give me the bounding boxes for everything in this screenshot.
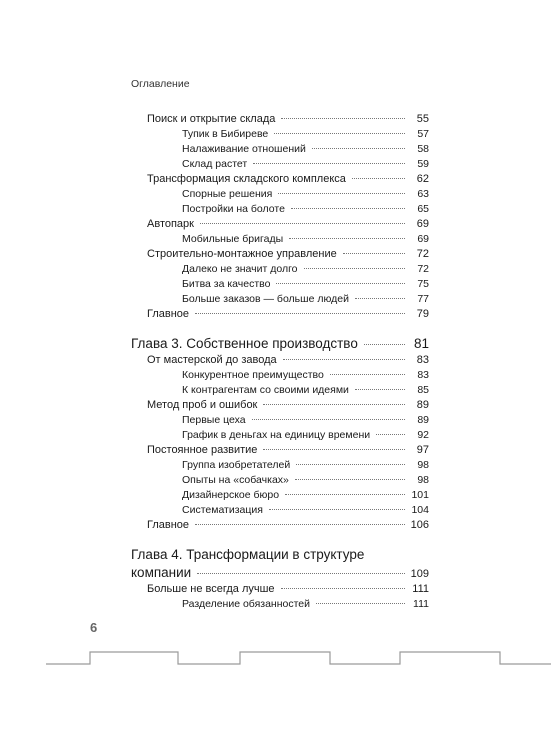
dot-leader <box>263 449 405 450</box>
toc-entry <box>131 398 429 413</box>
toc-entry <box>131 368 429 383</box>
toc-entry-title: Поиск и открытие склада <box>147 113 276 125</box>
toc-entry-title: Опыты на «собачках» <box>182 474 289 486</box>
dot-leader <box>291 208 405 209</box>
toc-entry-title: Строительно-монтажное управление <box>147 248 337 260</box>
dot-leader <box>197 573 404 574</box>
toc-entry-page: 98 <box>417 474 429 486</box>
toc-entry <box>131 582 429 597</box>
toc-entry <box>131 187 429 202</box>
toc-entry-page: 69 <box>416 218 429 230</box>
toc-entry-title: Склад растет <box>182 158 248 170</box>
toc-chapter-title-cont <box>131 564 429 582</box>
toc-entry <box>131 202 429 217</box>
dot-leader <box>252 419 405 420</box>
dot-leader <box>289 238 405 239</box>
dot-leader <box>195 524 405 525</box>
toc-entry <box>131 232 429 247</box>
toc-entry-page: 83 <box>416 354 429 366</box>
toc-entry <box>131 172 429 187</box>
dot-leader <box>343 253 405 254</box>
toc-entry-page: 106 <box>410 519 429 531</box>
toc-entry-page: 81 <box>413 336 429 351</box>
dot-leader <box>283 359 405 360</box>
toc-entry-page: 97 <box>416 444 429 456</box>
toc-entry-title: Автопарк <box>147 218 194 230</box>
toc-entry <box>131 353 429 368</box>
dot-leader <box>376 434 405 435</box>
dot-leader <box>200 223 405 224</box>
decorative-step-line <box>0 640 551 680</box>
toc-entry-title: Первые цеха <box>182 414 246 426</box>
toc-entry <box>131 488 429 503</box>
toc-entry-title: Главное <box>147 519 190 531</box>
toc-entry-title: Далеко не значит долго <box>182 263 298 275</box>
toc-entry-page: 101 <box>411 489 429 501</box>
toc-entry-title: К контрагентам со своими идеями <box>182 384 349 396</box>
dot-leader <box>296 464 405 465</box>
toc-entry <box>131 413 429 428</box>
toc-entry <box>131 277 429 292</box>
dot-leader <box>263 404 405 405</box>
toc-entry <box>131 597 429 612</box>
toc-entry <box>131 307 429 322</box>
dot-leader <box>253 163 405 164</box>
toc-entry <box>131 142 429 157</box>
toc-entry-title: Постоянное развитие <box>147 444 258 456</box>
toc-entry-title: Трансформация складского комплекса <box>147 173 346 185</box>
dot-leader <box>269 509 405 510</box>
toc-entry-page: 65 <box>417 203 429 215</box>
toc-entry <box>131 443 429 458</box>
toc-entry-page: 62 <box>416 173 429 185</box>
toc-entry-page: 83 <box>417 369 429 381</box>
dot-leader <box>352 178 405 179</box>
page-number: 6 <box>90 620 98 635</box>
toc-entry <box>131 292 429 307</box>
dot-leader <box>364 344 405 345</box>
dot-leader <box>285 494 405 495</box>
toc-entry <box>131 473 429 488</box>
toc-entry-title: Больше заказов — больше людей <box>182 293 349 305</box>
toc-entry-title: Налаживание отношений <box>182 143 306 155</box>
toc-entry-page: 85 <box>417 384 429 396</box>
toc-chapter-entry <box>131 335 429 353</box>
toc-entry-title: От мастерской до завода <box>147 354 277 366</box>
toc-entry-page: 58 <box>417 143 429 155</box>
toc-chapter-title: Глава 4. Трансформации в структуре <box>131 547 365 562</box>
toc-entry-title: Группа изобретателей <box>182 459 291 471</box>
toc-entry-page: 77 <box>417 293 429 305</box>
toc-entry <box>131 157 429 172</box>
toc-entry-title: Конкурентное преимущество <box>182 369 324 381</box>
toc-entry-page: 75 <box>417 278 429 290</box>
toc-entry-page: 57 <box>417 128 429 140</box>
toc-entry-title: Тупик в Бибиреве <box>182 128 269 140</box>
dot-leader <box>355 298 405 299</box>
toc-entry <box>131 518 429 533</box>
running-head: Оглавление <box>131 78 190 90</box>
toc-entry-title: Главное <box>147 308 190 320</box>
toc-entry <box>131 217 429 232</box>
toc-entry-page: 89 <box>417 414 429 426</box>
toc-entry-page: 79 <box>416 308 429 320</box>
toc-entry-title: Метод проб и ошибок <box>147 399 258 411</box>
toc-entry <box>131 112 429 127</box>
toc-entry <box>131 428 429 443</box>
toc-entry-title: Разделение обязанностей <box>182 598 311 610</box>
toc-entry-page: 104 <box>411 504 429 516</box>
toc-entry-page: 89 <box>416 399 429 411</box>
toc-entry-page: 111 <box>412 583 429 595</box>
toc-entry-title: Дизайнерское бюро <box>182 489 280 501</box>
toc-entry-page: 69 <box>417 233 429 245</box>
toc-entry-page: 111 <box>413 598 429 610</box>
toc-entry-title: График в деньгах на единицу времени <box>182 429 371 441</box>
dot-leader <box>281 118 405 119</box>
dot-leader <box>316 603 405 604</box>
toc-entry-page: 72 <box>416 248 429 260</box>
toc-entry-page: 98 <box>417 459 429 471</box>
toc-chapter-entry <box>131 546 429 582</box>
dot-leader <box>278 193 405 194</box>
toc-chapter-title: Глава 3. Собственное производство <box>131 336 358 351</box>
toc-entry-title: Постройки на болоте <box>182 203 285 215</box>
toc-entry <box>131 262 429 277</box>
dot-leader <box>304 268 405 269</box>
dot-leader <box>355 389 405 390</box>
toc-entry <box>131 503 429 518</box>
toc-entry-page: 72 <box>417 263 429 275</box>
toc-entry-page: 109 <box>410 568 429 580</box>
dot-leader <box>281 588 405 589</box>
toc-entry-title: Битва за качество <box>182 278 271 290</box>
table-of-contents <box>131 112 429 612</box>
toc-chapter-title: компании <box>131 565 192 580</box>
dot-leader <box>295 479 405 480</box>
toc-entry-title: Больше не всегда лучше <box>147 583 275 595</box>
toc-entry <box>131 383 429 398</box>
toc-entry-page: 63 <box>417 188 429 200</box>
dot-leader <box>330 374 405 375</box>
dot-leader <box>276 283 405 284</box>
toc-entry-title: Систематизация <box>182 504 263 516</box>
toc-entry <box>131 458 429 473</box>
toc-entry <box>131 247 429 262</box>
toc-entry <box>131 127 429 142</box>
dot-leader <box>195 313 405 314</box>
toc-entry-page: 55 <box>416 113 429 125</box>
toc-entry-page: 59 <box>417 158 429 170</box>
dot-leader <box>274 133 405 134</box>
toc-entry-title: Мобильные бригады <box>182 233 284 245</box>
toc-entry-page: 92 <box>417 429 429 441</box>
toc-entry-title: Спорные решения <box>182 188 273 200</box>
dot-leader <box>312 148 405 149</box>
